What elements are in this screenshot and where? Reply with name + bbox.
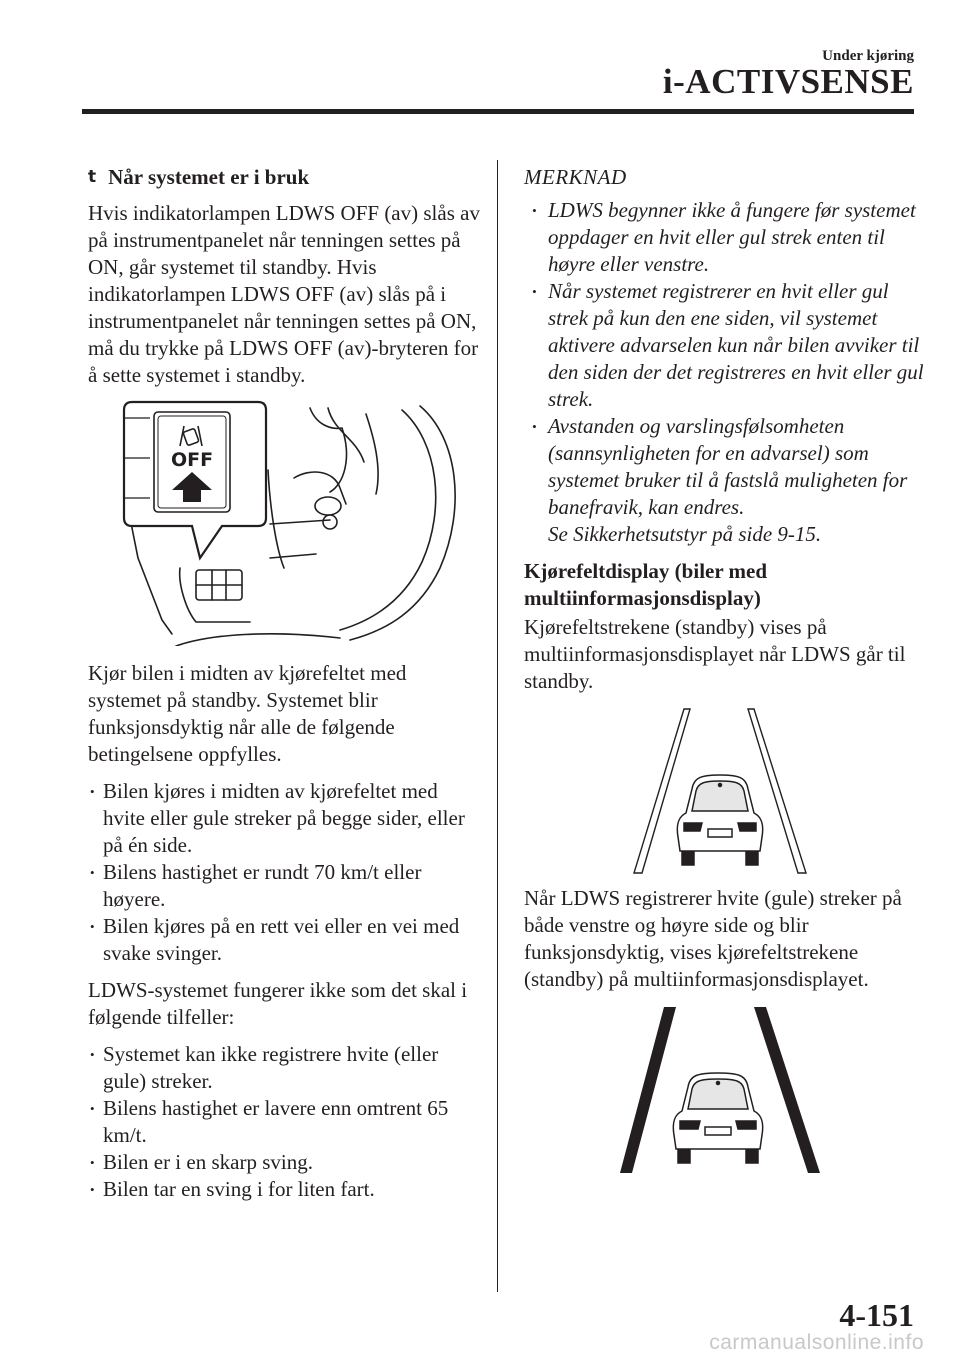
ldws-switch-illustration [120,398,482,646]
note-title: MERKNAD [524,165,627,189]
list-item: • Når systemet registrerer en hvit eller gul strek på kun den ene siden, vil systemet aktivere advarselen kun når bilen avviker til den siden der det registreres en hvit eller gul strek. [524,278,924,413]
switch-callout [124,402,266,558]
notes-list [524,197,924,521]
section-marker: t [88,167,97,187]
list-item: • Bilens hastighet er lavere enn omtrent 65 km/t. [88,1095,482,1149]
list-item: • Bilen kjøres i midten av kjørefeltet med hvite eller gule streker på begge sider, eller på én side. [88,778,482,859]
right-lane-line-solid [754,1007,820,1173]
wiper-stalk [315,497,341,515]
display-heading: Kjørefeltdisplay (biler med multiinformasjonsdisplay) [524,559,768,610]
header-section: Under kjøring [822,48,914,64]
column-divider [497,160,498,1292]
section-heading [88,164,482,191]
header-rule [82,109,914,114]
watermark: carmanualsonline.info [709,1331,924,1354]
list-item: • Bilen tar en sving i for liten fart. [88,1176,482,1203]
active-lanes-drawing [620,1005,820,1175]
list-item: • Systemet kan ikke registrere hvite (eller gule) streker. [88,1041,482,1095]
car-rear-icon [677,775,762,865]
list-item: • LDWS begynner ikke å fungere før systemet oppdager en hvit eller gul strek enten til høyre eller venstre. [524,197,924,278]
note-reference: Se Sikkerhetsutstyr på side 9-15. [548,522,822,546]
operation-paragraph: Kjør bilen i midten av kjørefeltet med systemet på standby. Systemet blir funksjonsdyktig når alle de følgende betingelsene oppfylles. [88,661,407,766]
note-box [524,164,924,548]
standby-lanes-drawing [630,705,810,877]
display-paragraph: Kjørefeltstrekene (standby) vises på multiinformasjonsdisplayet når LDWS går til standby. [524,615,906,693]
section-heading-text: Når systemet er i bruk [108,165,310,189]
list-item: • Avstanden og varslingsfølsomheten (sannsynligheten for en advarsel) som systemet bruker til å fastslå muligheten for banefravik, kan endres. [524,413,924,521]
header-title: i-ACTIVSENSE [662,62,914,101]
switch-off-label: OFF [170,449,214,471]
dashboard-switch-drawing [120,398,470,646]
page-number: 4-151 [839,1297,914,1333]
list-item: • Bilen kjøres på en rett vei eller en vei med svake svinger. [88,913,482,967]
active-lane-display [620,1005,924,1175]
right-column [524,164,924,1175]
left-column [88,164,482,1203]
conditions-list [88,778,482,967]
list-item: • Bilens hastighet er rundt 70 km/t eller høyere. [88,859,482,913]
failure-intro-paragraph: LDWS-systemet fungerer ikke som det skal i følgende tilfeller: [88,978,468,1029]
steering-wheel-outline [350,406,455,640]
intro-paragraph: Hvis indikatorlampen LDWS OFF (av) slås av på instrumentpanelet når tenningen settes på ON, går systemet til standby. Hvis indikatorlampen LDWS OFF (av) slås på i instrumentpanelet når tenningen settes på ON, må du trykke på LDWS OFF (av)-bryteren for å sette systemet i standby. [88,201,480,387]
left-lane-line-solid [620,1007,676,1173]
list-item: • Bilen er i en skarp sving. [88,1149,482,1176]
standby-lane-display [630,705,924,877]
car-rear-icon [673,1073,762,1163]
active-paragraph: Når LDWS registrerer hvite (gule) streker på både venstre og høyre side og blir funksjonsdyktig, vises kjørefeltstrekene (standby) på multiinformasjonsdisplayet. [524,886,902,991]
failures-list [88,1041,482,1203]
